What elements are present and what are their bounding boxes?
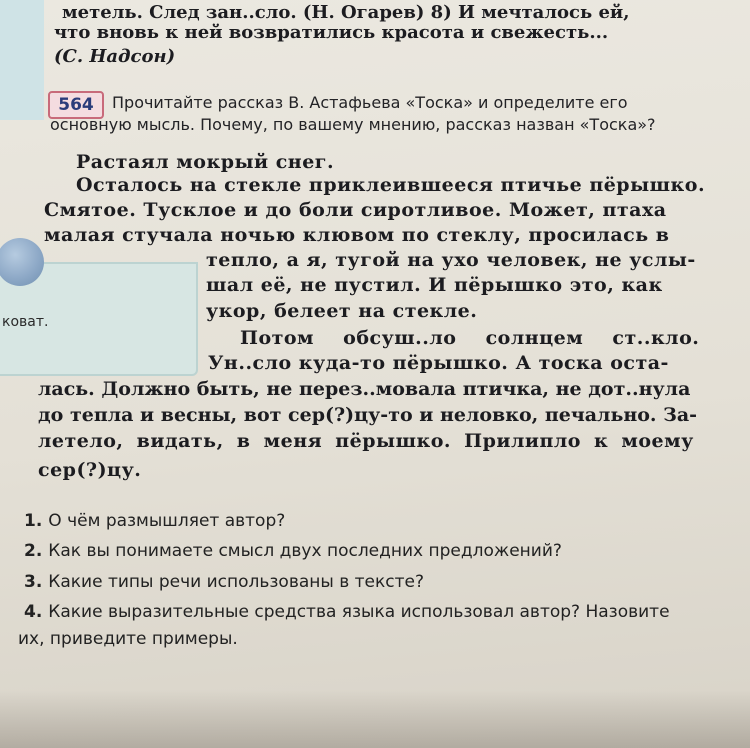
task-instruction-line-2: основную мысль. Почему, по вашему мнению, рассказ назван «Тоска»? — [50, 115, 656, 134]
story-line-4: малая стучала ночью клювом по стеклу, просилась в — [44, 224, 670, 246]
story-line-7: укор, белеет на стекле. — [206, 300, 478, 322]
question-2-number: 2. — [24, 541, 43, 561]
top-text-line-1: метель. След зан..сло. (Н. Огарев) 8) И мечталось ей, — [62, 2, 630, 23]
question-1-number: 1. — [24, 511, 43, 531]
question-1-text: О чём размышляет автор? — [48, 511, 286, 531]
top-text-line-3: (С. Надсон) — [54, 46, 176, 67]
story-line-1: Растаял мокрый снег. — [76, 151, 335, 173]
question-4-number: 4. — [24, 602, 43, 622]
top-text-line-2: что вновь к ней возвратились красота и свежесть... — [54, 22, 609, 43]
story-line-13: сер(?)цу. — [38, 459, 142, 481]
story-line-9: Ун..сло куда-то пёрышко. А тоска оста- — [208, 352, 669, 374]
page-shadow — [0, 690, 750, 748]
story-line-11: до тепла и весны, вот сер(?)цу-то и неловко, печально. За- — [38, 404, 698, 426]
question-4-continuation: их, приведите примеры. — [18, 629, 238, 649]
question-2 — [24, 541, 562, 561]
story-line-3: Смятое. Тусклое и до боли сиротливое. Может, птаха — [44, 199, 667, 221]
story-line-2: Осталось на стекле приклеившееся птичье пёрышко. — [76, 174, 706, 196]
question-2-text: Как вы понимаете смысл двух последних предложений? — [48, 541, 562, 561]
story-line-6: шал её, не пустил. И пёрышко это, как — [206, 274, 663, 296]
question-3-text: Какие типы речи использованы в тексте? — [48, 572, 424, 592]
question-4-text: Какие выразительные средства языка использовал автор? Назовите — [48, 602, 670, 622]
story-line-10: лась. Должно быть, не перез..мовала птичка, не дот..нула — [38, 378, 691, 400]
story-line-5: тепло, а я, тугой на ухо человек, не услы- — [206, 249, 696, 271]
story-line-12: летело, видать, в меня пёрышко. Прилипло к моему — [38, 430, 694, 452]
side-note-text: коват. — [2, 314, 49, 330]
question-3 — [24, 572, 424, 592]
question-1 — [24, 511, 285, 531]
question-3-number: 3. — [24, 572, 43, 592]
margin-strip — [0, 0, 44, 120]
question-4 — [24, 602, 670, 622]
story-line-8: Потом обсуш..ло солнцем ст..кло. — [240, 327, 700, 349]
task-number-badge: 564 — [48, 91, 104, 119]
task-instruction-line-1: Прочитайте рассказ В. Астафьева «Тоска» и определите его — [112, 93, 628, 112]
